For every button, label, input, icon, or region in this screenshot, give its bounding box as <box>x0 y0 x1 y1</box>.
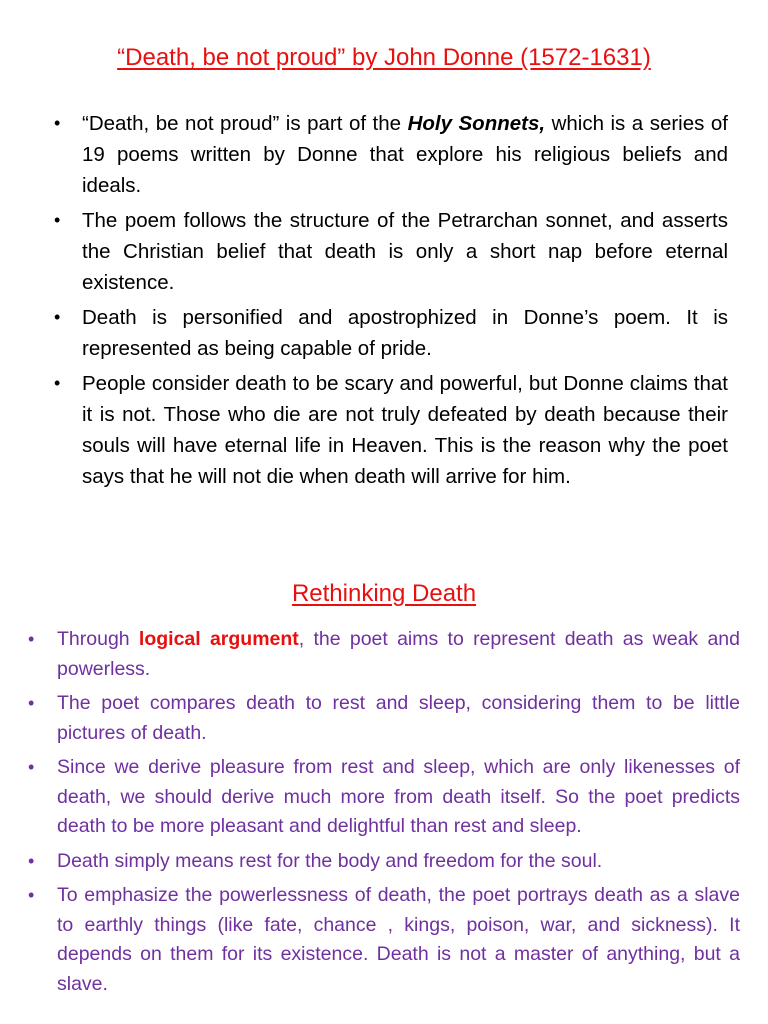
intro-bullet-list <box>50 108 728 496</box>
section-heading: Rethinking Death <box>291 580 477 607</box>
highlighted-text: logical argument <box>138 628 299 650</box>
list-item <box>50 205 728 298</box>
list-item <box>50 368 728 492</box>
bullet-text: , the poet aims to represent death as weak and powerless. <box>57 628 740 680</box>
list-item <box>26 689 740 748</box>
bullet-text: To emphasize the powerlessness of death, the poet portrays death as a slave to earthly things (like fate, chance , kings, poison, war, and sickness). It depends on them for its existence. Death is not a master of anything, but a slave. <box>57 884 740 995</box>
list-item <box>26 625 740 684</box>
list-item <box>26 753 740 842</box>
emphasized-text: Holy Sonnets, <box>407 112 546 135</box>
bullet-text: Death simply means rest for the body and freedom for the soul. <box>57 849 603 872</box>
bullet-text: The poet compares death to rest and sleep, considering them to be little pictures of death. <box>57 692 740 744</box>
page-title: “Death, be not proud” by John Donne (1572-1631) <box>117 44 651 71</box>
list-item <box>50 108 728 201</box>
bullet-text: The poem follows the structure of the Petrarchan sonnet, and asserts the Christian belief that death is only a short nap before eternal existence. <box>82 209 728 294</box>
bullet-text: Since we derive pleasure from rest and sleep, which are only likenesses of death, we should derive much more from death itself. So the poet predicts death to be more pleasant and delightful than rest and sleep. <box>57 756 740 837</box>
bullet-text: which is a series of 19 poems written by Donne that explore his religious beliefs and ideals. <box>82 112 728 197</box>
bullet-text: People consider death to be scary and powerful, but Donne claims that it is not. Those who die are not truly defeated by death because their souls will have eternal life in Heaven. This is the reason why the poet says that he will not die when death will arrive for him. <box>82 372 728 488</box>
list-item <box>26 881 740 999</box>
bullet-text: Through <box>57 628 139 650</box>
list-item <box>50 302 728 364</box>
bullet-text: Death is personified and apostrophized in Donne’s poem. It is represented as being capable of pride. <box>82 306 728 360</box>
rethinking-bullet-list <box>26 625 740 1004</box>
list-item <box>26 847 740 877</box>
bullet-text: “Death, be not proud” is part of the <box>82 112 408 135</box>
